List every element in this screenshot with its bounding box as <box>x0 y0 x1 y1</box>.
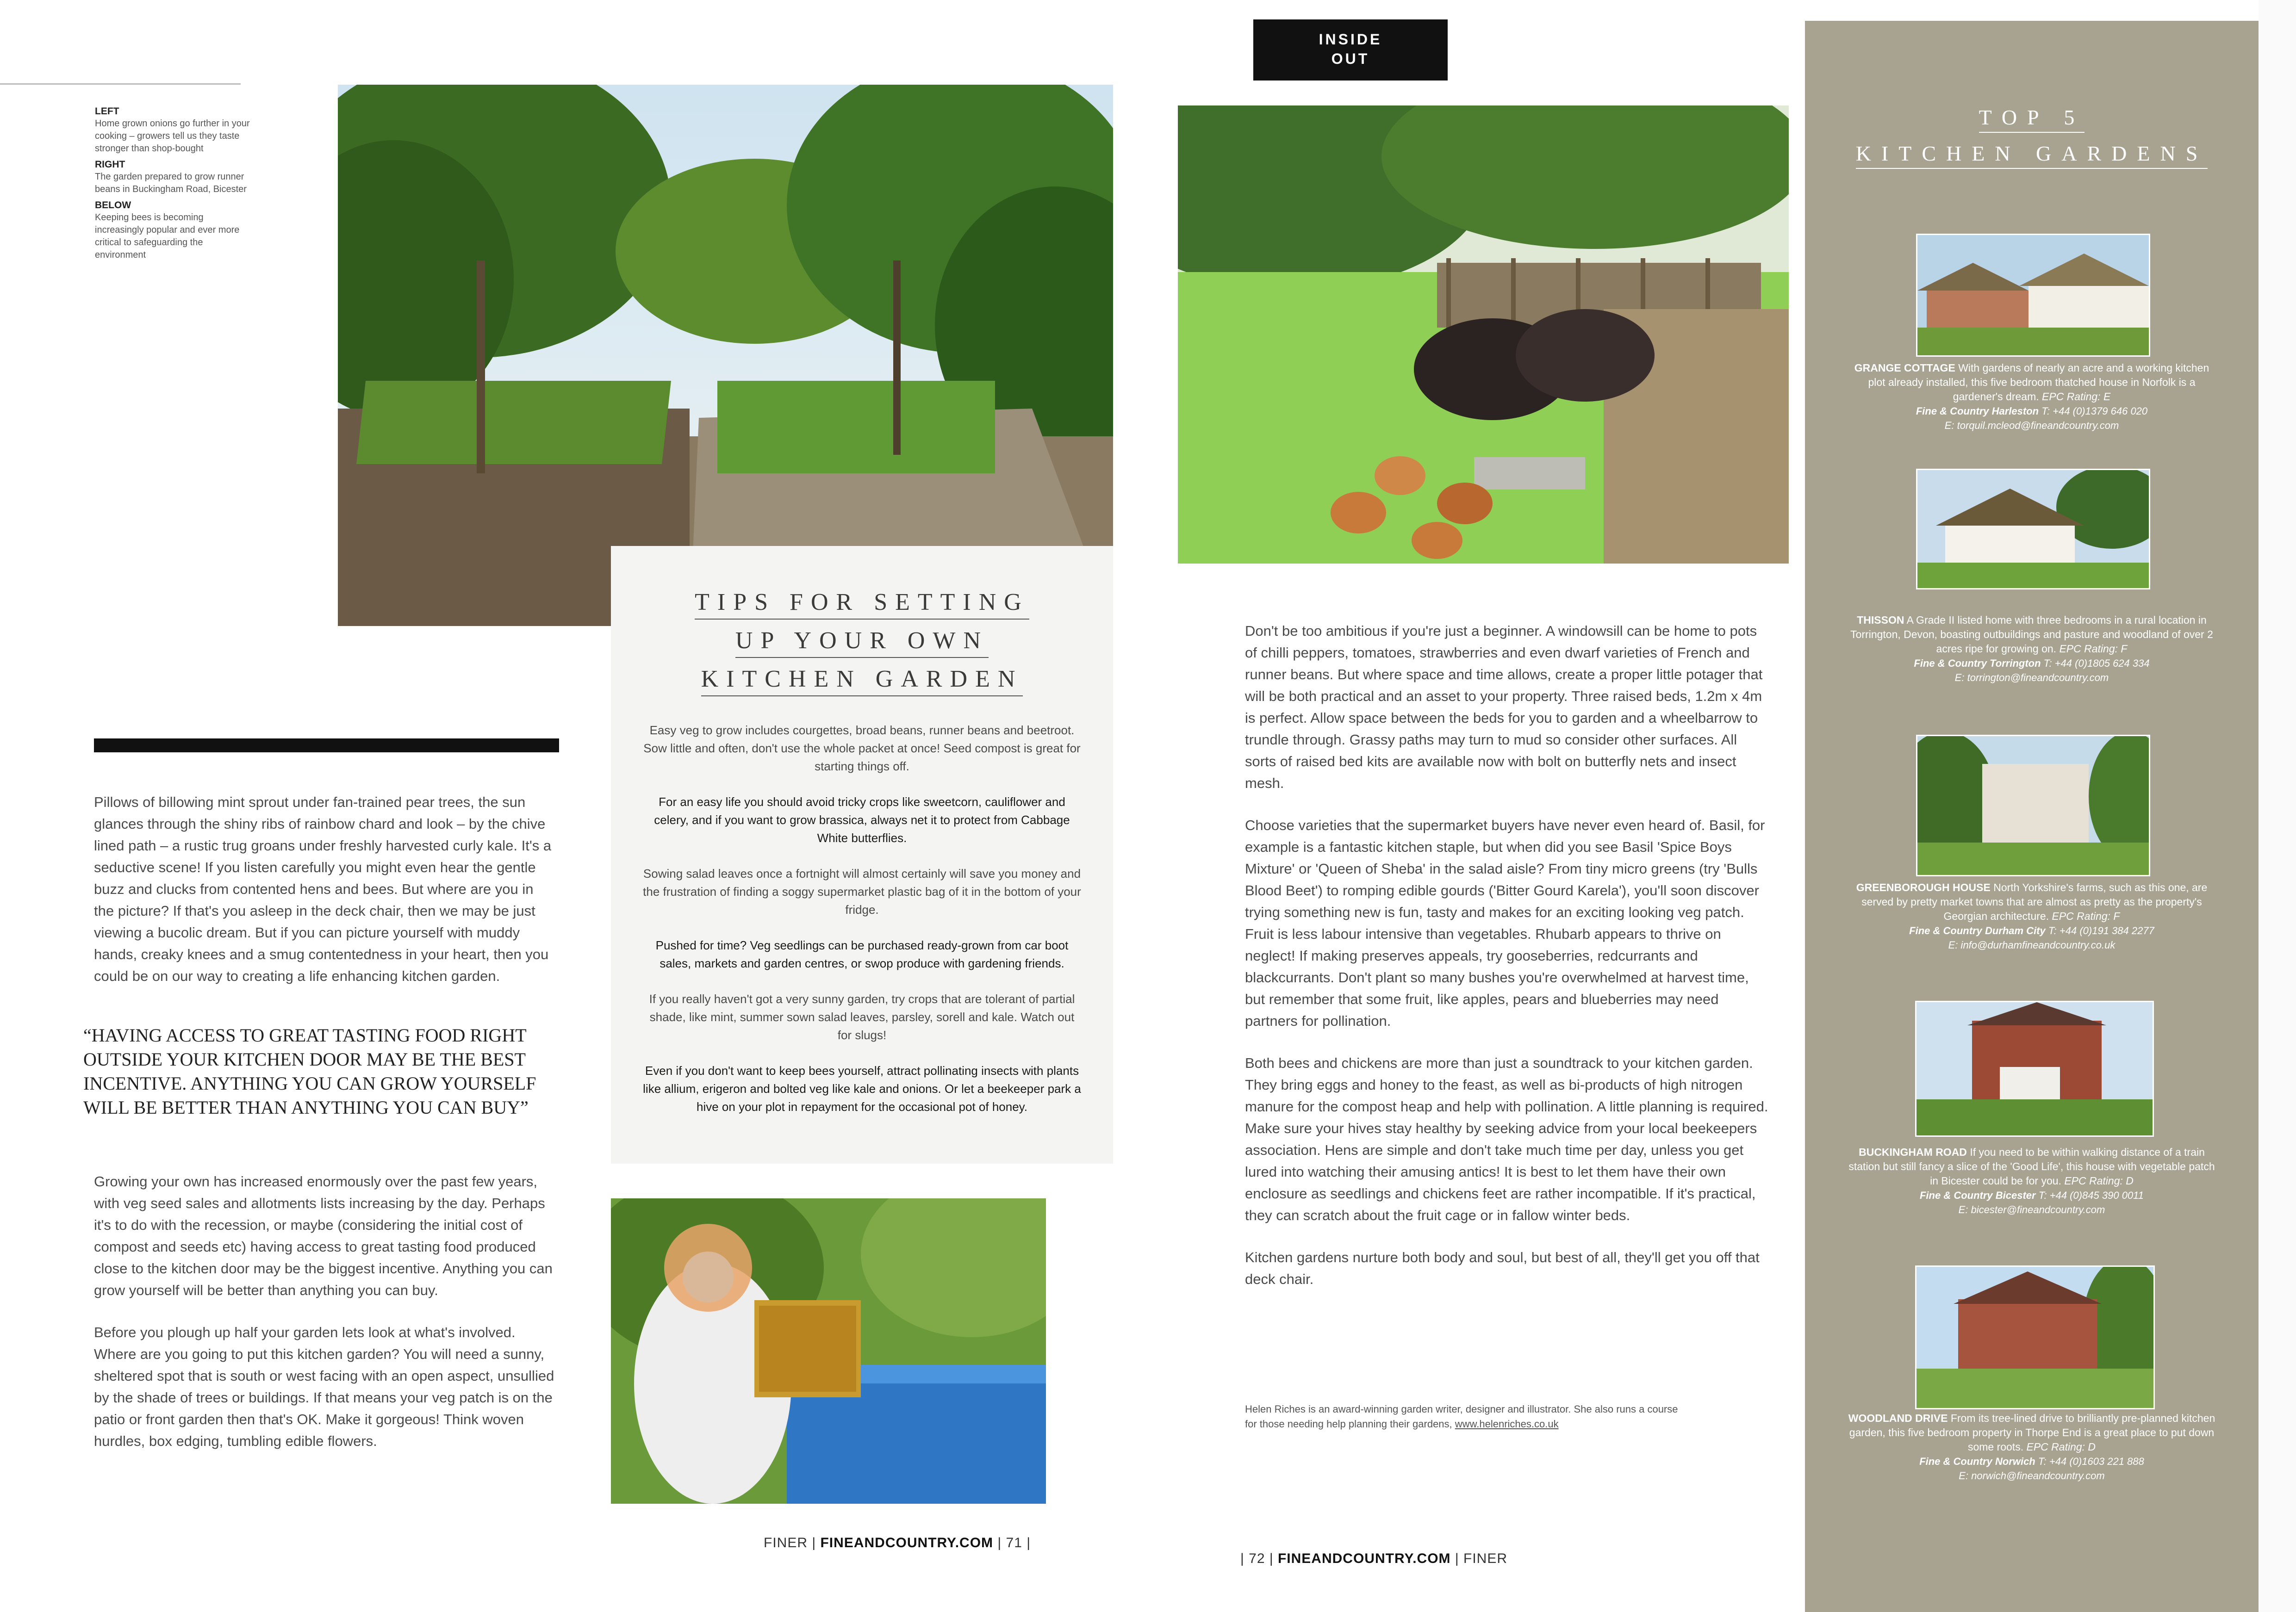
property-info <box>1847 613 2217 685</box>
tips-title-line3: KITCHEN GARDEN <box>701 663 1023 696</box>
article-paragraph: Pillows of billowing mint sprout under fan-trained pear trees, the sun glances through the shiny ribs of rainbow chard and look – by the chive lined path – a rustic trug groans under freshly harvested curly kale. It's a seductive scene! If you listen carefully you might even hear the gentle buzz and clucks from contented hens and bees. But where are you in the picture? If that's you asleep in the deck chair, then we may be just viewing a bucolic dream. But if you can picture yourself with muddy hands, creaky knees and a smug contentedness in your heart, then you could be on our way to creating a life enhancing kitchen garden. <box>94 794 552 984</box>
caption-below-text: Keeping bees is becoming increasingly popular and ever more critical to safeguarding the environment <box>95 212 240 260</box>
tips-paragraph: Even if you don't want to keep bees yourself, attract pollinating insects with plants like allium, erigeron and bolted veg like kale and onions. Or let a beekeeper park a hive on your plot in repayment for the occasional pot of honey. <box>643 1064 1081 1114</box>
property-epc: EPC Rating: F <box>2059 643 2128 655</box>
garden-photo <box>338 85 1113 626</box>
property-phone[interactable]: T: +44 (0)1805 624 334 <box>2043 657 2150 669</box>
top5-sidebar <box>1805 21 2259 1612</box>
property-office: Fine & Country Durham City <box>1909 925 2046 936</box>
property-office: Fine & Country Torrington <box>1914 657 2041 669</box>
sidebar-title-line2: KITCHEN GARDENS <box>1856 139 2208 169</box>
tips-paragraph: For an easy life you should avoid tricky crops like sweetcorn, cauliflower and celery, and if you want to grow brassica, always net it to protect from Cabbage White butterflies. <box>654 795 1070 845</box>
property-name: WOODLAND DRIVE <box>1848 1412 1948 1424</box>
author-bio <box>1245 1402 1689 1432</box>
property-epc: EPC Rating: D <box>2064 1175 2134 1187</box>
property-photo-woodland-drive[interactable] <box>1915 1265 2155 1409</box>
article-paragraph: Before you plough up half your garden lets look at what's involved. Where are you going to put this kitchen garden? You will need a sunny, sheltered spot that is south or west facing with an open aspect, unsullied by the shade of trees or buildings. If that means your veg patch is on the patio or front garden then that's OK. Make it gorgeous! Think woven hurdles, box edging, tumbling edible flowers. <box>94 1324 554 1449</box>
footer-left-page: | 71 | <box>997 1535 1031 1550</box>
caption-left-text: Home grown onions go further in your cooking – growers tell us they taste stronger than shop-bought <box>95 118 250 154</box>
author-bio-text: Helen Riches is an award-winning garden writer, designer and illustrator. She also runs a course for those needing help planning their gardens, <box>1245 1403 1678 1430</box>
tips-paragraph: Sowing salad leaves once a fortnight will almost certainly will save you money and the frustration of finding a soggy supermarket plastic bag of it in the bottom of your fridge. <box>643 867 1081 917</box>
caption-right-text: The garden prepared to grow runner beans in Buckingham Road, Bicester <box>95 172 247 194</box>
footer-right-page: | 72 | <box>1240 1551 1274 1566</box>
tips-paragraph: Pushed for time? Veg seedlings can be purchased ready-grown from car boot sales, markets and garden centres, or swop produce with gardening friends. <box>655 938 1069 970</box>
property-name: GRANGE COTTAGE <box>1854 362 1955 374</box>
property-photo-greenborough-house[interactable] <box>1916 735 2150 876</box>
left-article-column-2 <box>94 1171 557 1472</box>
footer-left-site[interactable]: FINEANDCOUNTRY.COM <box>820 1535 994 1550</box>
property-photo-grange-cottage[interactable] <box>1916 234 2150 357</box>
sidebar-title <box>1805 99 2259 172</box>
tips-title-line2: UP YOUR OWN <box>735 625 989 658</box>
tips-body <box>611 698 1113 1116</box>
property-info <box>1847 1411 2217 1483</box>
author-website-link[interactable]: www.helenriches.co.uk <box>1455 1418 1559 1430</box>
caption-below-label: BELOW <box>95 200 131 211</box>
footer-right-suffix: | FINER <box>1455 1551 1507 1566</box>
article-paragraph: Choose varieties that the supermarket buyers have never even heard of. Basil, for example is a fantastic kitchen staple, but when did you see Basil 'Spice Boys Mixture' or 'Queen of Sheba' in the salad aisle? From tiny micro greens (try 'Bulls Blood Beet') to romping edible gourds ('Bitter Gourd Karela'), you'll soon discover trying something new is fun, tasty and makes for an exciting looking veg patch. Fruit is less labour intensive than vegetables. Rhubarb appears to thrive on neglect! If making preserves appeals, try gooseberries, redcurrants and blackcurrants. Don't plant so many bushes you're overwhelmed at harvest time, but remember that some fruit, like apples, pears and blueberries may need partners for pollination. <box>1245 817 1765 1029</box>
property-phone[interactable]: T: +44 (0)845 390 0011 <box>2038 1190 2144 1201</box>
photo-captions <box>95 105 252 261</box>
property-name: THISSON <box>1857 614 1904 626</box>
article-paragraph: Kitchen gardens nurture both body and soul, but best of all, they'll get you off that deck chair. <box>1245 1249 1760 1287</box>
property-epc: EPC Rating: E <box>2042 391 2111 403</box>
property-email[interactable]: E: bicester@fineandcountry.com <box>1958 1204 2105 1215</box>
property-description: From its tree-lined drive to brilliantly pre-planned kitchen garden, this five bedroom property in Thorpe End is a great place to put down some roots. <box>1849 1412 2215 1453</box>
beekeeper-photo <box>611 1198 1046 1504</box>
property-description: With gardens of nearly an acre and a working kitchen plot already installed, this five bedroom thatched house in Norfolk is a gardener's dream. <box>1868 362 2209 403</box>
tips-paragraph: Easy veg to grow includes courgettes, broad beans, runner beans and beetroot. Sow little and often, don't use the whole packet at once! Seed compost is great for starting things off. <box>643 723 1081 773</box>
tips-title-line1: TIPS FOR SETTING <box>695 586 1029 620</box>
property-office: Fine & Country Norwich <box>1919 1456 2035 1467</box>
left-article-column <box>94 791 557 1007</box>
caption-right-label: RIGHT <box>95 159 125 170</box>
caption-left-label: LEFT <box>95 106 119 117</box>
property-photo-thisson[interactable] <box>1916 469 2150 589</box>
property-phone[interactable]: T: +44 (0)1603 221 888 <box>2038 1456 2144 1467</box>
page-edge <box>2259 0 2296 1612</box>
article-paragraph: Both bees and chickens are more than just a soundtrack to your kitchen garden. They bring eggs and honey to the feast, as well as bi-products of high nitrogen manure for the compost heap and help with pollination. A little planning is required. Make sure your hives stay healthy by seeking advice from your local beekeepers association. Hens are simple and don't take much time per day, unless you get lured into watching their amusing antics! It is best to let them have their own enclosure as seedlings and chickens feet are rather incompatible. If it's practical, they can scratch about the fruit cage or in fallow winter beds. <box>1245 1055 1768 1223</box>
sidebar-title-line1: TOP 5 <box>1979 103 2085 133</box>
property-photo-buckingham-road[interactable] <box>1915 1001 2154 1137</box>
property-phone[interactable]: T: +44 (0)191 384 2277 <box>2048 925 2154 936</box>
section-badge <box>1253 19 1448 81</box>
property-name: BUCKINGHAM ROAD <box>1859 1146 1967 1158</box>
sheep-chickens-photo <box>1178 105 1789 564</box>
property-phone[interactable]: T: +44 (0)1379 646 020 <box>2041 405 2148 417</box>
property-info <box>1847 361 2217 433</box>
property-info <box>1847 1145 2217 1217</box>
property-description: If you need to be within walking distance of a train station but still fancy a slice of the 'Good Life', this house with vegetable patch in Bicester could be for you. <box>1848 1146 2215 1187</box>
property-email[interactable]: E: torquil.mcleod@fineandcountry.com <box>1944 420 2119 431</box>
property-epc: EPC Rating: F <box>2052 910 2120 922</box>
property-email[interactable]: E: info@durhamfineandcountry.co.uk <box>1948 939 2116 951</box>
article-paragraph: Don't be too ambitious if you're just a beginner. A windowsill can be home to pots of chilli peppers, tomatoes, strawberries and even dwarf varieties of French and runner beans. But where space and time allows, create a proper little potager that will be both practical and an asset to your property. Three raised beds, 1.2m x 4m is perfect. Allow space between the beds for you to garden and a wheelbarrow to trundle through. Grassy paths may turn to mud so consider other surfaces. All sorts of raised bed kits are available now with bolt on butterfly nets and insect mesh. <box>1245 623 1763 791</box>
right-article-column <box>1245 620 1770 1310</box>
property-info <box>1847 880 2217 952</box>
tips-title <box>611 583 1113 698</box>
property-epc: EPC Rating: D <box>2026 1441 2096 1453</box>
footer-right <box>1240 1551 1507 1567</box>
section-divider-bar <box>94 738 559 752</box>
header-rule <box>0 83 241 85</box>
property-description: A Grade II listed home with three bedrooms in a rural location in Torrington, Devon, boasting outbuildings and pasture and woodland of over 2 acres ripe for growing on. <box>1850 614 2213 655</box>
property-office: Fine & Country Bicester <box>1919 1190 2036 1201</box>
property-email[interactable]: E: torrington@fineandcountry.com <box>1954 672 2109 683</box>
tips-box <box>611 546 1113 1164</box>
footer-left-prefix: FINER | <box>764 1535 816 1550</box>
pull-quote: “HAVING ACCESS TO GREAT TASTING FOOD RIGHT OUTSIDE YOUR KITCHEN DOOR MAY BE THE BEST INCENTIVE. ANYTHING YOU CAN GROW YOURSELF WILL BE BETTER THAN ANYTHING YOU CAN BUY” <box>83 1025 536 1118</box>
property-email[interactable]: E: norwich@fineandcountry.com <box>1959 1470 2105 1482</box>
tips-paragraph: If you really haven't got a very sunny garden, try crops that are tolerant of partial shade, like mint, summer sown salad leaves, parsley, sorell and kale. Watch out for slugs! <box>649 992 1075 1042</box>
property-name: GREENBOROUGH HOUSE <box>1856 881 1991 893</box>
footer-right-site[interactable]: FINEANDCOUNTRY.COM <box>1277 1551 1451 1566</box>
footer-left <box>764 1535 1031 1551</box>
property-office: Fine & Country Harleston <box>1916 405 2039 417</box>
section-badge-text: INSIDE OUT <box>1319 31 1382 67</box>
article-paragraph: Growing your own has increased enormously over the past few years, with veg seed sales and allotments lists increasing by the day. Perhaps it's to do with the recession, or maybe (considering the initial cost of compost and seeds etc) having access to great tasting food produced close to the kitchen door may be the biggest incentive. Anything you can grow yourself will be better than anything you can buy. <box>94 1173 553 1298</box>
property-description: North Yorkshire's farms, such as this one, are served by pretty market towns that are almost as pretty as the property's Georgian architecture. <box>1861 881 2208 922</box>
